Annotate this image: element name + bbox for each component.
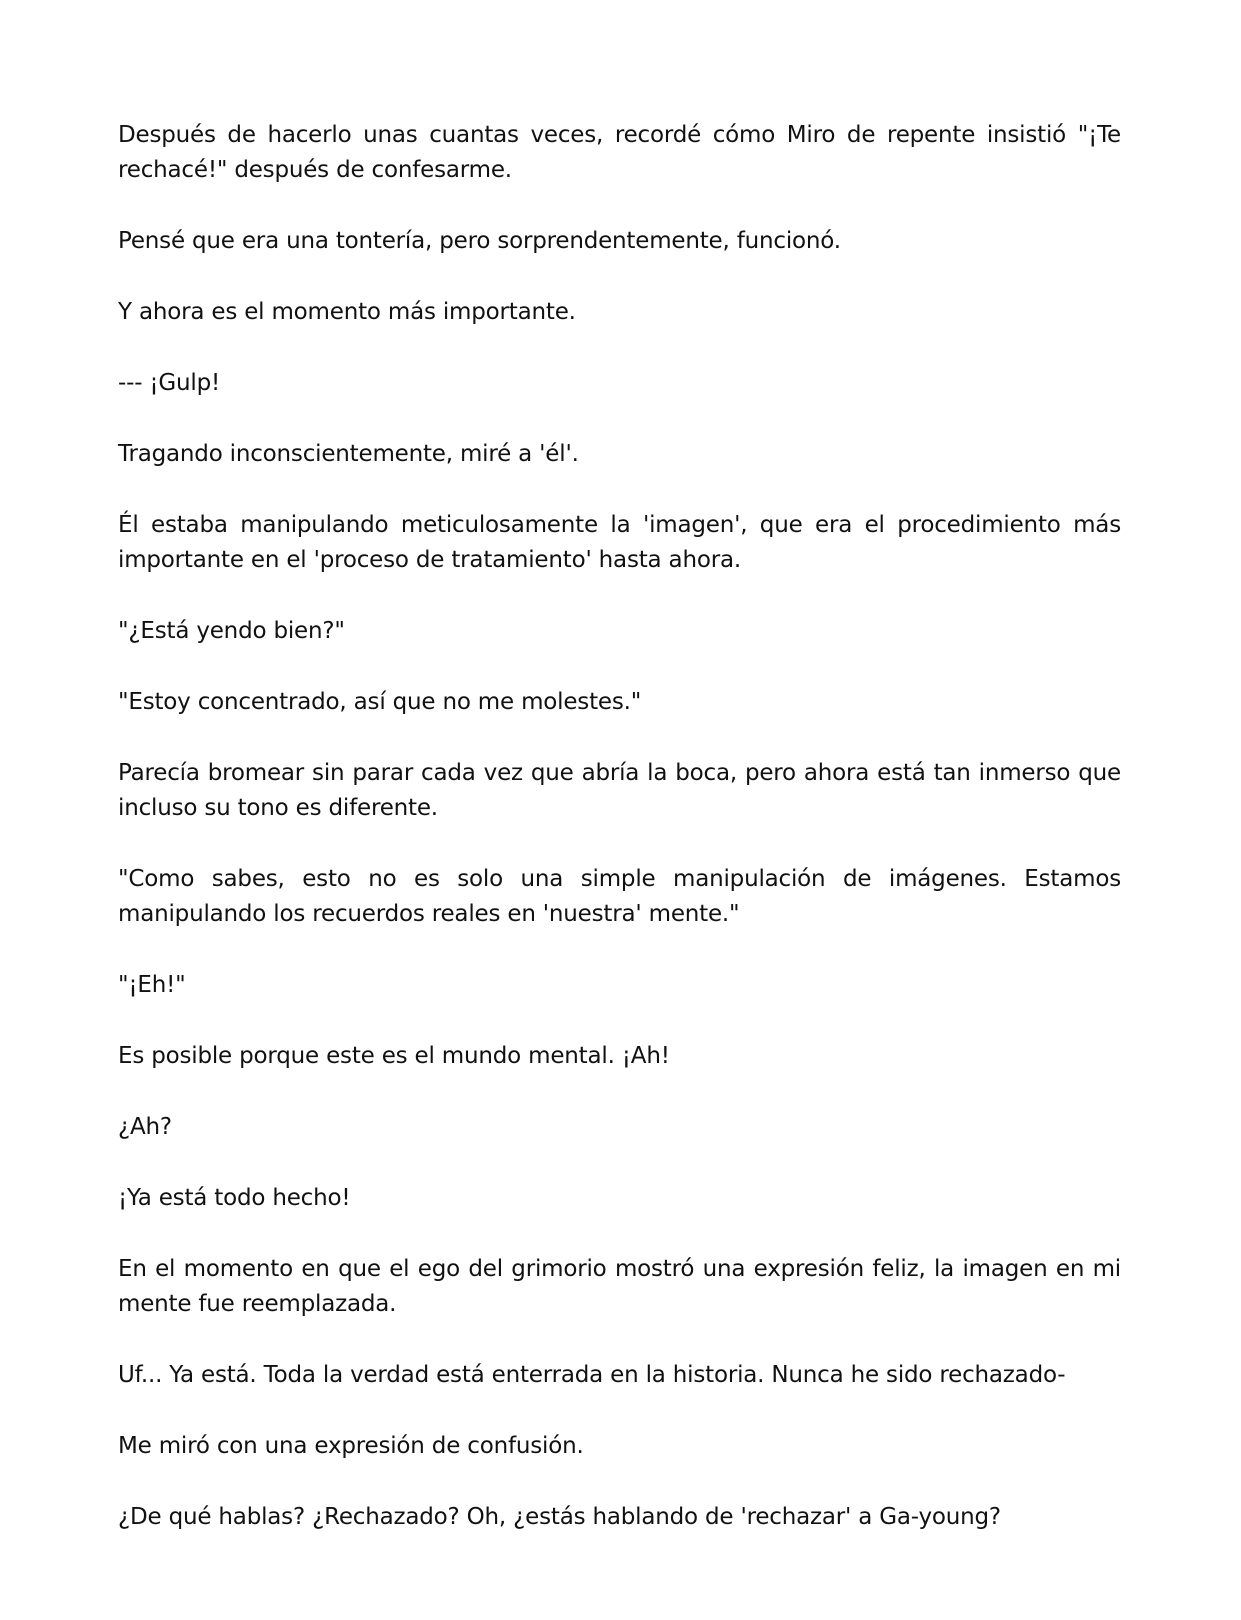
paragraph: Después de hacerlo unas cuantas veces, recordé cómo Miro de repente insistió "¡Te rechacé!" después de confesarme. bbox=[118, 122, 1121, 183]
document-page bbox=[118, 118, 1121, 1571]
paragraph: "¿Está yendo bien?" bbox=[118, 618, 345, 644]
paragraph: "¡Eh!" bbox=[118, 972, 186, 998]
paragraph: Y ahora es el momento más importante. bbox=[118, 299, 576, 325]
paragraph: "Como sabes, esto no es solo una simple manipulación de imágenes. Estamos manipulando los recuerdos reales en 'nuestra' mente." bbox=[118, 866, 1121, 927]
paragraph: Él estaba manipulando meticulosamente la 'imagen', que era el procedimiento más importante en el 'proceso de tratamiento' hasta ahora. bbox=[118, 512, 1121, 573]
paragraph: ¿De qué hablas? ¿Rechazado? Oh, ¿estás hablando de 'rechazar' a Ga-young? bbox=[118, 1504, 1001, 1530]
paragraph: Es posible porque este es el mundo mental. ¡Ah! bbox=[118, 1043, 670, 1069]
paragraph: Parecía bromear sin parar cada vez que abría la boca, pero ahora está tan inmerso que incluso su tono es diferente. bbox=[118, 760, 1121, 821]
paragraph: Pensé que era una tontería, pero sorprendentemente, funcionó. bbox=[118, 228, 841, 254]
paragraph: Me miró con una expresión de confusión. bbox=[118, 1433, 584, 1459]
paragraph: Tragando inconscientemente, miré a 'él'. bbox=[118, 441, 579, 467]
paragraph: --- ¡Gulp! bbox=[118, 370, 221, 396]
paragraph: Uf... Ya está. Toda la verdad está enterrada en la historia. Nunca he sido rechazado- bbox=[118, 1362, 1066, 1388]
paragraph: ¿Ah? bbox=[118, 1114, 172, 1140]
paragraph: En el momento en que el ego del grimorio mostró una expresión feliz, la imagen en mi mente fue reemplazada. bbox=[118, 1256, 1121, 1317]
paragraph: ¡Ya está todo hecho! bbox=[118, 1185, 351, 1211]
paragraph: "Estoy concentrado, así que no me molestes." bbox=[118, 689, 642, 715]
